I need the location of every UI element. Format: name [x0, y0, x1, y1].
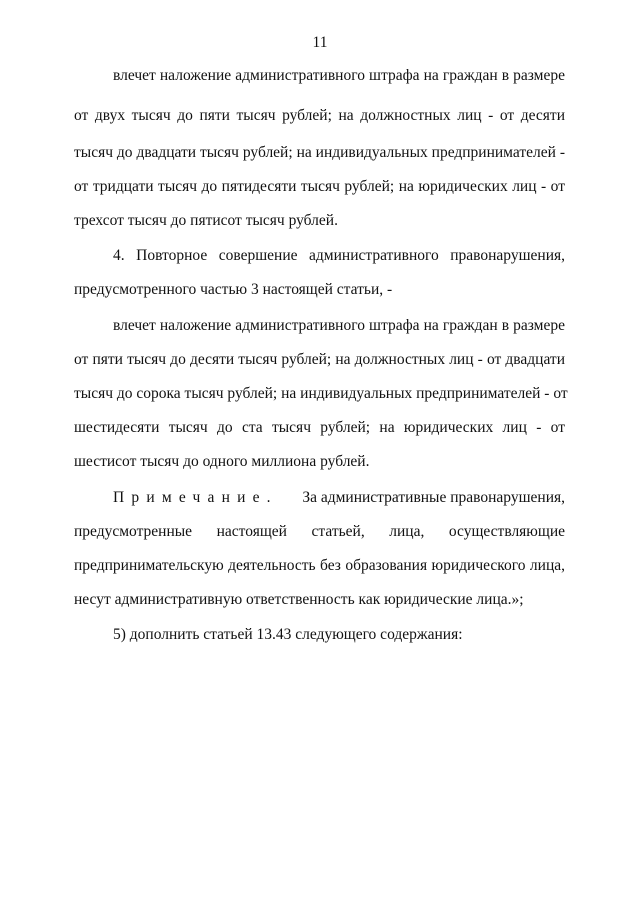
paragraph-line: от пяти тысяч до десяти тысяч рублей; на должностных лиц - от двадцати: [74, 351, 565, 368]
note-line: [113, 488, 565, 508]
paragraph-line: предпринимательскую деятельность без образования юридического лица,: [74, 557, 565, 574]
paragraph-line: 4. Повторное совершение административного правонарушения,: [113, 247, 565, 264]
paragraph-line: предусмотренного частью 3 настоящей статьи, -: [74, 281, 393, 298]
note-text: За административные правонарушения,: [302, 489, 565, 506]
paragraph-line: предусмотренные настоящей статьей, лица, осуществляющие: [74, 523, 565, 540]
paragraph-line: тысяч до сорока тысяч рублей; на индивидуальных предпринимателей - от: [74, 385, 568, 402]
paragraph-line: 5) дополнить статьей 13.43 следующего содержания:: [113, 626, 463, 643]
paragraph-line: тысяч до двадцати тысяч рублей; на индивидуальных предпринимателей -: [74, 144, 565, 161]
paragraph-line: шестисот тысяч до одного миллиона рублей.: [74, 453, 370, 470]
page-number: 11: [312, 34, 328, 51]
note-label: Примечание.: [113, 489, 278, 506]
paragraph-line: трехсот тысяч до пятисот тысяч рублей.: [74, 212, 338, 229]
paragraph-line: от двух тысяч до пяти тысяч рублей; на должностных лиц - от десяти: [74, 107, 565, 124]
paragraph-line: влечет наложение административного штрафа на граждан в размере: [113, 317, 565, 334]
paragraph-line: шестидесяти тысяч до ста тысяч рублей; на юридических лиц - от: [74, 419, 565, 436]
paragraph-line: влечет наложение административного штрафа на граждан в размере: [113, 67, 565, 84]
paragraph-line: несут административную ответственность как юридические лица.»;: [74, 591, 524, 608]
paragraph-line: от тридцати тысяч до пятидесяти тысяч рублей; на юридических лиц - от: [74, 178, 565, 195]
